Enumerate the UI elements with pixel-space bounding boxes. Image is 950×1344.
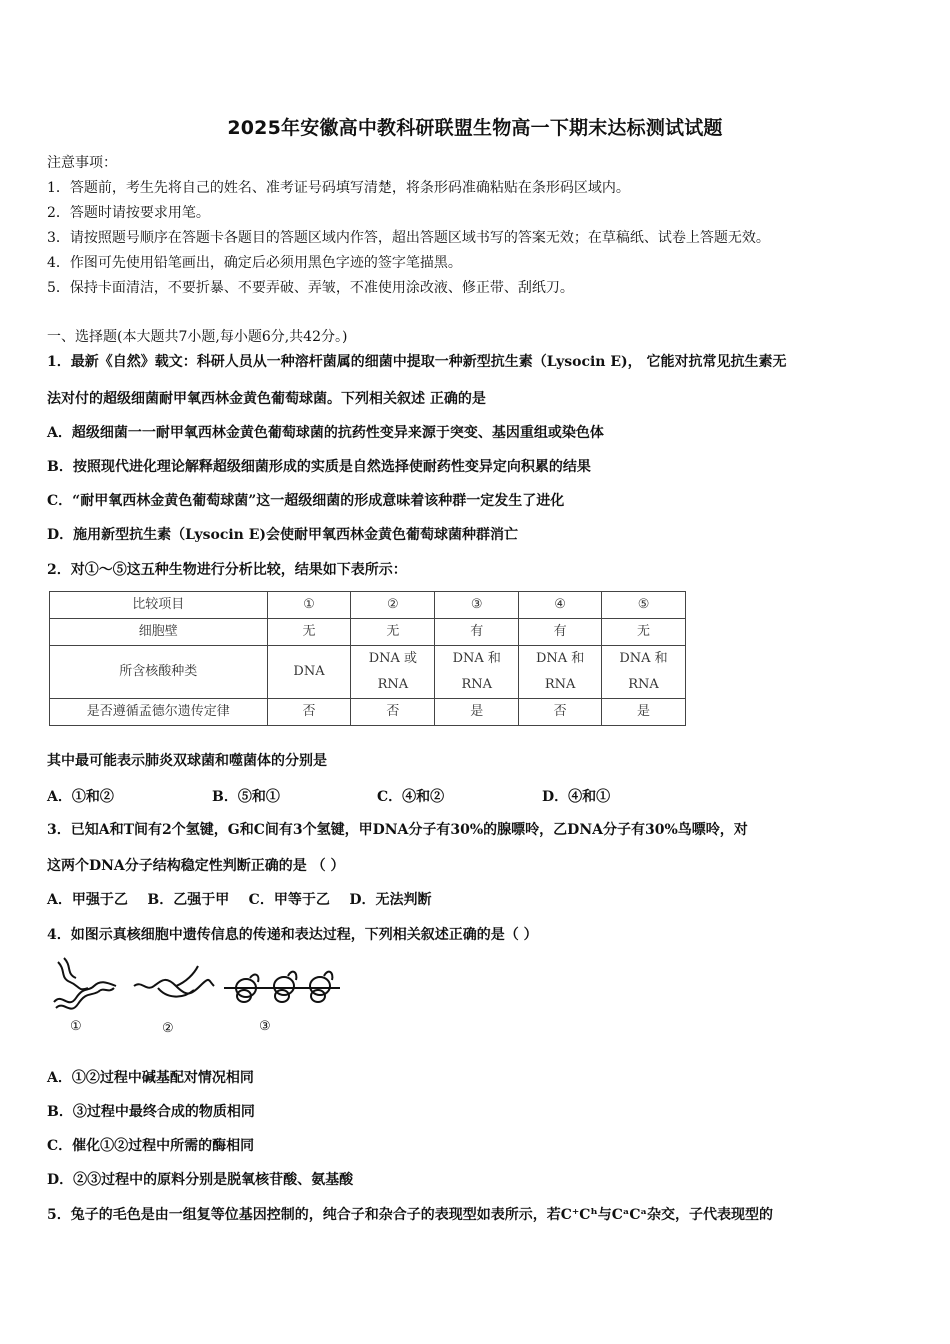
notice-heading: 注意事项：: [47, 155, 117, 171]
cell-line: DNA 和: [535, 651, 585, 666]
strand: [64, 958, 76, 978]
notice-item: 5．保持卡面清洁，不要折暴、不要弄破、弄皱，不准使用涂改液、修正带、刮纸刀。: [47, 280, 574, 296]
table-cell: 无: [351, 619, 435, 646]
q1-option-a: A．超级细菌一一耐甲氧西林金黄色葡萄球菌的抗药性变异来源于突变、基因重组或染色体: [47, 425, 604, 441]
table-cell: [435, 646, 519, 699]
strand: [134, 980, 214, 994]
table-cell: 是否遵循孟德尔遗传定律: [50, 699, 268, 726]
table-cell: [351, 646, 435, 699]
table-header-cell: ②: [351, 592, 435, 619]
rna-strand: [176, 966, 198, 986]
notice-item: 1．答题前，考生先将自己的姓名、准考证号码填写清楚，将条形码准确粘贴在条形码区域内。: [47, 180, 630, 196]
q4-option-a: A．①②过程中碱基配对情况相同: [47, 1070, 254, 1086]
figure-label: ①: [70, 1019, 82, 1034]
ribosome: [275, 990, 289, 1002]
comparison-table: [49, 591, 686, 726]
gene-expression-figure: [48, 952, 342, 1037]
q1-stem-line1: 1．最新《自然》载文：科研人员从一种溶杆菌属的细菌中提取一种新型抗生素（Lysocin E)， 它能对抗常见抗生素无: [47, 354, 787, 370]
cell-line: RNA: [461, 677, 493, 692]
table-cell: 无: [602, 619, 686, 646]
q4-stem: 4．如图示真核细胞中遗传信息的传递和表达过程，下列相关叙述正确的是（ ）: [47, 927, 538, 943]
table-cell: 所含核酸种类: [50, 646, 268, 699]
table-cell: [519, 646, 602, 699]
page-title: 2025年安徽高中教科研联盟生物高一下期末达标测试试题: [227, 117, 723, 139]
q1-option-b: B．按照现代进化理论解释超级细菌形成的实质是自然选择使耐药性变异定向积累的结果: [47, 459, 591, 475]
q2-option-b: B．⑤和①: [212, 789, 280, 805]
cell-line: RNA: [377, 677, 409, 692]
q3-stem-line2: 这两个DNA分子结构稳定性判断正确的是 （ ）: [47, 858, 345, 874]
notice-item: 3．请按照题号顺序在答题卡各题目的答题区域内作答，超出答题区域书写的答案无效；在草稿纸、试卷上答题无效。: [47, 230, 770, 246]
q3-options: A．甲强于乙 B．乙强于甲 C．甲等于乙 D．无法判断: [47, 892, 432, 908]
table-header-cell: ④: [519, 592, 602, 619]
table-row: [50, 699, 686, 726]
figure-label: ③: [259, 1019, 271, 1034]
table-cell: 是: [602, 699, 686, 726]
q2-stem: 2．对①〜⑤这五种生物进行分析比较，结果如下表所示：: [47, 562, 407, 578]
section-heading: 一、选择题(本大题共7小题,每小题6分,共42分。): [47, 329, 348, 345]
table-cell: 细胞壁: [50, 619, 268, 646]
notice-item: 4．作图可先使用铅笔画出，确定后必须用黑色字迹的签字笔描黑。: [47, 255, 462, 271]
table-cell: 有: [519, 619, 602, 646]
table-header-cell: ①: [267, 592, 351, 619]
table-cell: 否: [519, 699, 602, 726]
strand: [158, 988, 194, 997]
q2-option-a: A．①和②: [47, 789, 114, 805]
table-cell: 否: [267, 699, 351, 726]
q4-option-b: B．③过程中最终合成的物质相同: [47, 1104, 255, 1120]
q1-option-d: D．施用新型抗生素（Lysocin E)会使耐甲氧西林金黄色葡萄球菌种群消亡: [47, 527, 519, 543]
table-header-cell: ③: [435, 592, 519, 619]
q4-option-c: C．催化①②过程中所需的酶相同: [47, 1138, 255, 1154]
table-cell: 有: [435, 619, 519, 646]
strand: [54, 982, 116, 1002]
cell-line: DNA: [293, 664, 325, 679]
q2-option-c: C．④和②: [377, 789, 445, 805]
cell-line: DNA 和: [452, 651, 501, 666]
cell-line: DNA 或: [368, 651, 418, 666]
dna-process-diagram: [48, 952, 342, 1037]
table-cell: 无: [267, 619, 351, 646]
ribosome: [311, 990, 325, 1002]
table-row: [50, 592, 686, 619]
q3-stem-line1: 3．已知A和T间有2个氢键，G和C间有3个氢键，甲DNA分子有30%的腺嘌呤，乙DNA分子有30%鸟嘌呤，对: [47, 822, 748, 838]
q1-stem-line2: 法对付的超级细菌耐甲氧西林金黄色葡萄球菌。下列相关叙述 正确的是: [47, 391, 486, 407]
q4-option-d: D．②③过程中的原料分别是脱氧核苷酸、氨基酸: [47, 1172, 354, 1188]
table-cell: 是: [435, 699, 519, 726]
cell-line: DNA 和: [619, 651, 668, 666]
table-header-cell: 比较项目: [50, 592, 268, 619]
strand: [98, 988, 114, 992]
table-cell: 否: [351, 699, 435, 726]
q2-option-d: D．④和①: [542, 789, 611, 805]
q2-question: 其中最可能表示肺炎双球菌和噬菌体的分别是: [47, 753, 327, 769]
table-row: [50, 619, 686, 646]
table-cell: [267, 646, 351, 699]
q5-stem-line1: 5．兔子的毛色是由一组复等位基因控制的，纯合子和杂合子的表现型如表所示，若C⁺Cʰ与CᵃCᵃ杂交，子代表现型的: [47, 1207, 774, 1223]
cell-line: RNA: [628, 677, 659, 692]
table-cell: [602, 646, 686, 699]
notice-item: 2．答题时请按要求用笔。: [47, 205, 210, 221]
q1-option-c: C．“耐甲氧西林金黄色葡萄球菌”这一超级细菌的形成意味着该种群一定发生了进化: [47, 493, 565, 509]
table-row: [50, 646, 686, 699]
figure-label: ②: [162, 1021, 174, 1036]
cell-line: RNA: [544, 677, 576, 692]
table-header-cell: ⑤: [602, 592, 686, 619]
